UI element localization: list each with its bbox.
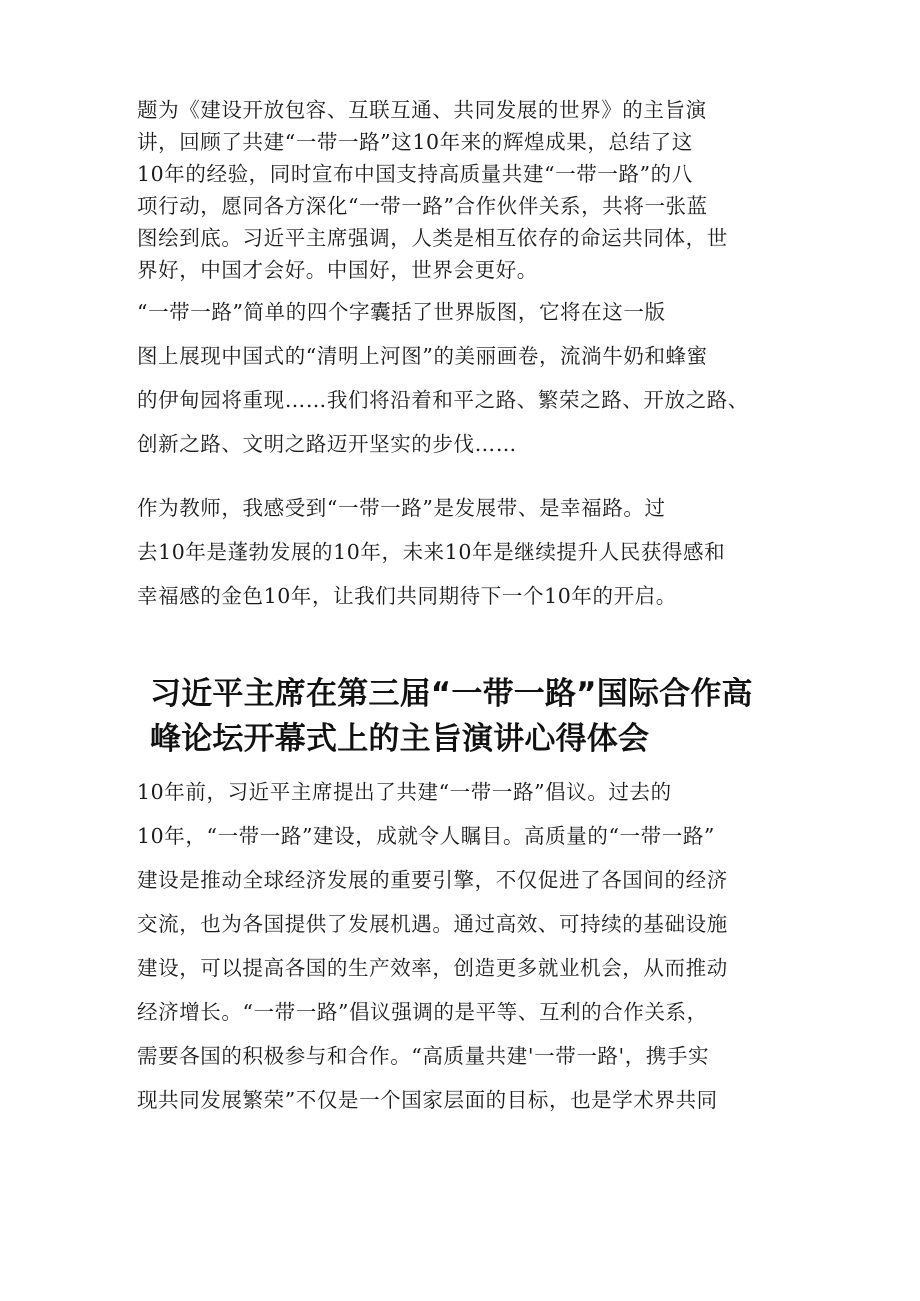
section-title: 习近平主席在第三届“一带一路”国际合作高 峰论坛开幕式上的主旨演讲心得体会 <box>150 676 753 757</box>
paragraph-ten-years-review <box>137 770 797 1122</box>
paragraph-text: “一带一路”简单的四个字囊括了世界版图，它将在这一版 图上展现中国式的“清明上河图”的美丽画卷，流淌牛奶和蜂蜜 的伊甸园将重现……我们将沿着和平之路、繁荣之路、开放之路、 创新之路、文明之路迈开坚实的步伐…… <box>137 300 749 456</box>
paragraph-text: 10年前，习近平主席提出了共建“一带一路”倡议。过去的 10年，“一带一路”建设，成就令人瞩目。高质量的“一带一路” 建设是推动全球经济发展的重要引擎，不仅促进了各国间的经济 交流，也为各国提供了发展机遇。通过高效、可持续的基础设施 建设，可以提高各国的生产效率，创造更多就业机会，从而推动 经济增长。“一带一路”倡议强调的是平等、互利的合作关系， 需要各国的积极参与和合作。“高质量共建'一带一路'，携手实 现共同发展繁荣”不仅是一个国家层面的目标，也是学术界共同 <box>137 780 728 1112</box>
paragraph-text: 作为教师，我感受到“一带一路”是发展带、是幸福路。过 去10年是蓬勃发展的10年，未来10年是继续提升人民获得感和 幸福感的金色10年，让我们共同期待下一个10年的开启。 <box>137 496 726 608</box>
paragraph-text: 题为《建设开放包容、互联互通、共同发展的世界》的主旨演 讲，回顾了共建“一带一路”这10年来的辉煌成果，总结了这 10年的经验，同时宣布中国支持高质量共建“一带一路”的八 项行动，愿同各方深化“一带一路”合作伙伴关系，共将一张蓝 图绘到底。习近平主席强调，人类是相互依存的命运共同体，世 界好，中国才会好。中国好，世界会更好。 <box>137 98 728 282</box>
paragraph-speech-summary <box>137 94 797 286</box>
paragraph-belt-and-road-vision <box>137 290 797 466</box>
paragraph-teacher-reflection <box>137 486 797 618</box>
